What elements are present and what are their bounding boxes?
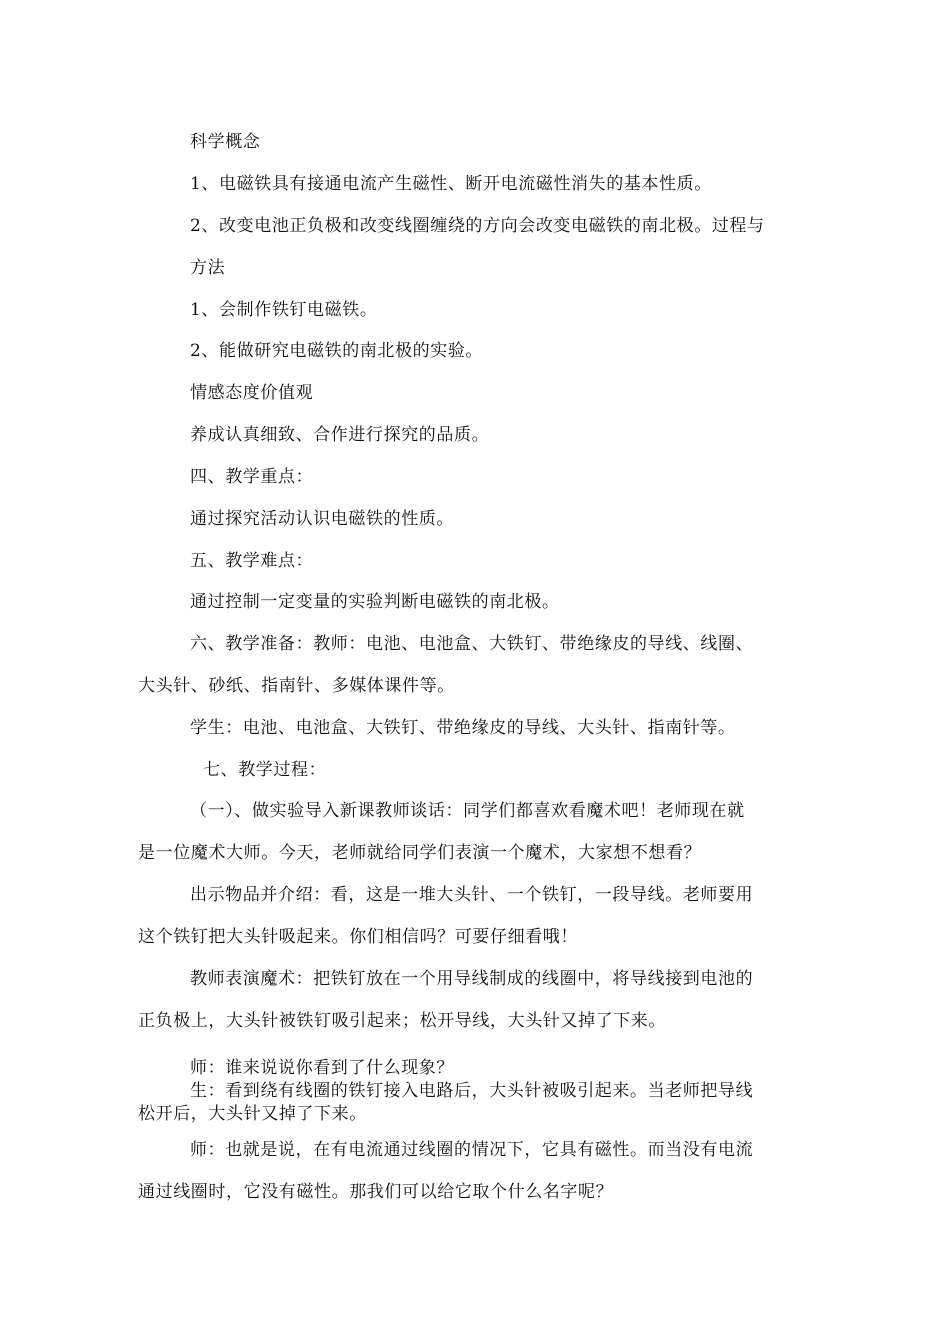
text-line: 大头针、砂纸、指南针、多媒体课件等。 [138, 676, 455, 696]
text-line: （一）、做实验导入新课教师谈话：同学们都喜欢看魔术吧！老师现在就 [190, 801, 745, 821]
text-line: 养成认真细致、合作进行探究的品质。 [190, 425, 490, 445]
text-line: 这个铁钉把大头针吸起来。你们相信吗？可要仔细看哦！ [138, 927, 578, 947]
text-line: 2、能做研究电磁铁的南北极的实验。 [190, 341, 484, 361]
text-line: 五、教学难点： [190, 551, 314, 571]
text-line: 通过控制一定变量的实验判断电磁铁的南北极。 [190, 592, 560, 612]
text-line: 是一位魔术大师。今天，老师就给同学们表演一个魔术，大家想不想看？ [138, 843, 702, 863]
text-line: 科学概念 [190, 132, 261, 152]
text-line: 出示物品并介绍：看，这是一堆大头针、一个铁钉，一段导线。老师要用 [190, 885, 754, 905]
text-line: 松开后，大头针又掉了下来。 [138, 1104, 367, 1124]
text-line: 通过探究活动认识电磁铁的性质。 [190, 509, 454, 529]
text-line: 2、改变电池正负极和改变线圈缠绕的方向会改变电磁铁的南北极。过程与 [190, 216, 765, 236]
text-line: 生：看到绕有线圈的铁钉接入电路后，大头针被吸引起来。当老师把导线 [190, 1081, 754, 1101]
text-line: 六、教学准备：教师：电池、电池盒、大铁钉、带绝缘皮的导线、线圈、 [190, 634, 754, 654]
text-line: 师：也就是说，在有电流通过线圈的情况下，它具有磁性。而当没有电流 [190, 1140, 754, 1160]
text-line: 学生：电池、电池盒、大铁钉、带绝缘皮的导线、大头针、指南针等。 [190, 718, 736, 738]
text-line: 师：谁来说说你看到了什么现象？ [190, 1058, 454, 1078]
text-line: 通过线圈时，它没有磁性。那我们可以给它取个什么名字呢？ [138, 1182, 614, 1202]
text-line: 方法 [190, 258, 226, 278]
text-line: 七、教学过程： [203, 760, 327, 780]
text-line: 教师表演魔术：把铁钉放在一个用导线制成的线圈中，将导线接到电池的 [190, 969, 754, 989]
text-line: 1、电磁铁具有接通电流产生磁性、断开电流磁性消失的基本性质。 [190, 174, 712, 194]
text-line: 正负极上，大头针被铁钉吸引起来；松开导线，大头针又掉了下来。 [138, 1011, 666, 1031]
text-line: 1、会制作铁钉电磁铁。 [190, 300, 378, 320]
text-line: 四、教学重点： [190, 467, 314, 487]
text-line: 情感态度价值观 [190, 383, 314, 403]
